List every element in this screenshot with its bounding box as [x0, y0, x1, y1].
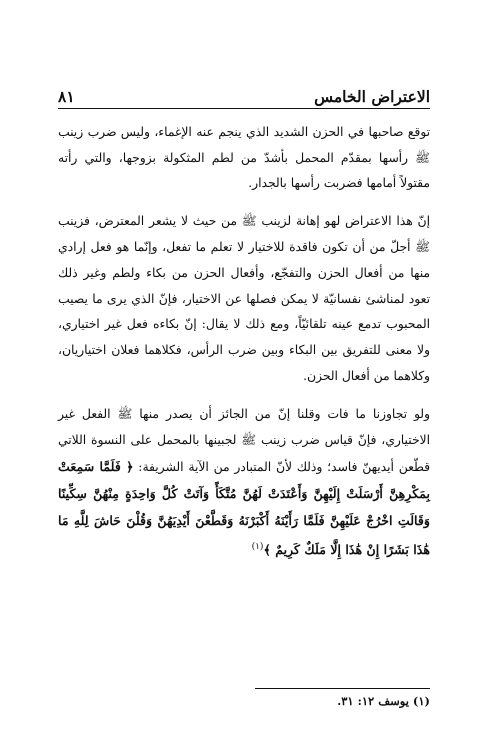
page-number: ٨١ [58, 87, 75, 106]
header-rule [58, 108, 430, 109]
footnote-rule [255, 688, 430, 689]
page-header [58, 82, 430, 106]
paragraph-3 [58, 402, 430, 564]
footnote-marker: (١) [251, 541, 264, 552]
quran-verse: ﴿ فَلَمَّا سَمِعَتْ بِمَكْرِهِنَّ أَرْسَلَتْ إِلَيْهِنَّ وَأَعْتَدَتْ لَهُنَّ مُتَّكَأً وَآتَتْ كُلَّ وَاحِدَةٍ مِنْهُنَّ سِكِّينًا وَقَالَتِ اخْرُجْ عَلَيْهِنَّ فَلَمَّا رَأَيْنَهُ أَكْبَرْنَهُ وَقَطَّعْنَ أَيْدِيَهُنَّ وَقُلْنَ حَاشَ لِلَّهِ مَا هَٰذَا بَشَرًا إِنْ هَٰذَا إِلَّا مَلَكٌ كَرِيمٌ ﴾ [58, 458, 430, 557]
paragraph-3-text: ولو تجاوزنا ما فات وقلنا إنّ من الجائز أن يصدر منها ﷺ الفعل غير الاختياري، فإنّ قياس ضرب زينب ﷺ لجبينها بالمحمل على النسوة اللاتي قطّعن أيديهنّ فاسد؛ وذلك لأنّ المتبادر من الآية الشريفة: [58, 407, 430, 474]
chapter-title: الاعتراض الخامس [314, 87, 430, 106]
paragraph-1: توقع صاحبها في الحزن الشديد الذي ينجم عنه الإغماء، وليس ضرب زينب ﷺ رأسها بمقدّم المحمل بأشدّ من لطم المثكولة بزوجها، والتي رأته مقتولاً أمامها فضربت رأسها بالجدار. [58, 125, 430, 191]
page-body [58, 120, 430, 564]
footnote: (١) يوسف ١٢: ٣١. [337, 694, 430, 708]
paragraph-2: إنّ هذا الاعتراض لهو إهانة لزينب ﷺ من حيث لا يشعر المعترض، فزينب ﷺ أجلّ من أن تكون فاقدة للاختيار لا تعلم ما تفعل، وإنّما هو فعل إرادي منها من أفعال الحزن والتفجّع، وأفعال الحزن من بكاء ولطم وغير ذلك تعود لمناشئ نفسانيّة لا يمكن فصلها عن الاختيار، فإنّ الذي يرى ما يصيب المحبوب تدمع عينه تلقائيّاً، ومع ذلك لا يقال: إنّ بكاءه فعل غير اختياري، ولا معنى للتفريق بين البكاء وبين ضرب الرأس، فكلاهما فعلان اختياريان، وكلاهما من أفعال الحزن. [58, 213, 430, 384]
